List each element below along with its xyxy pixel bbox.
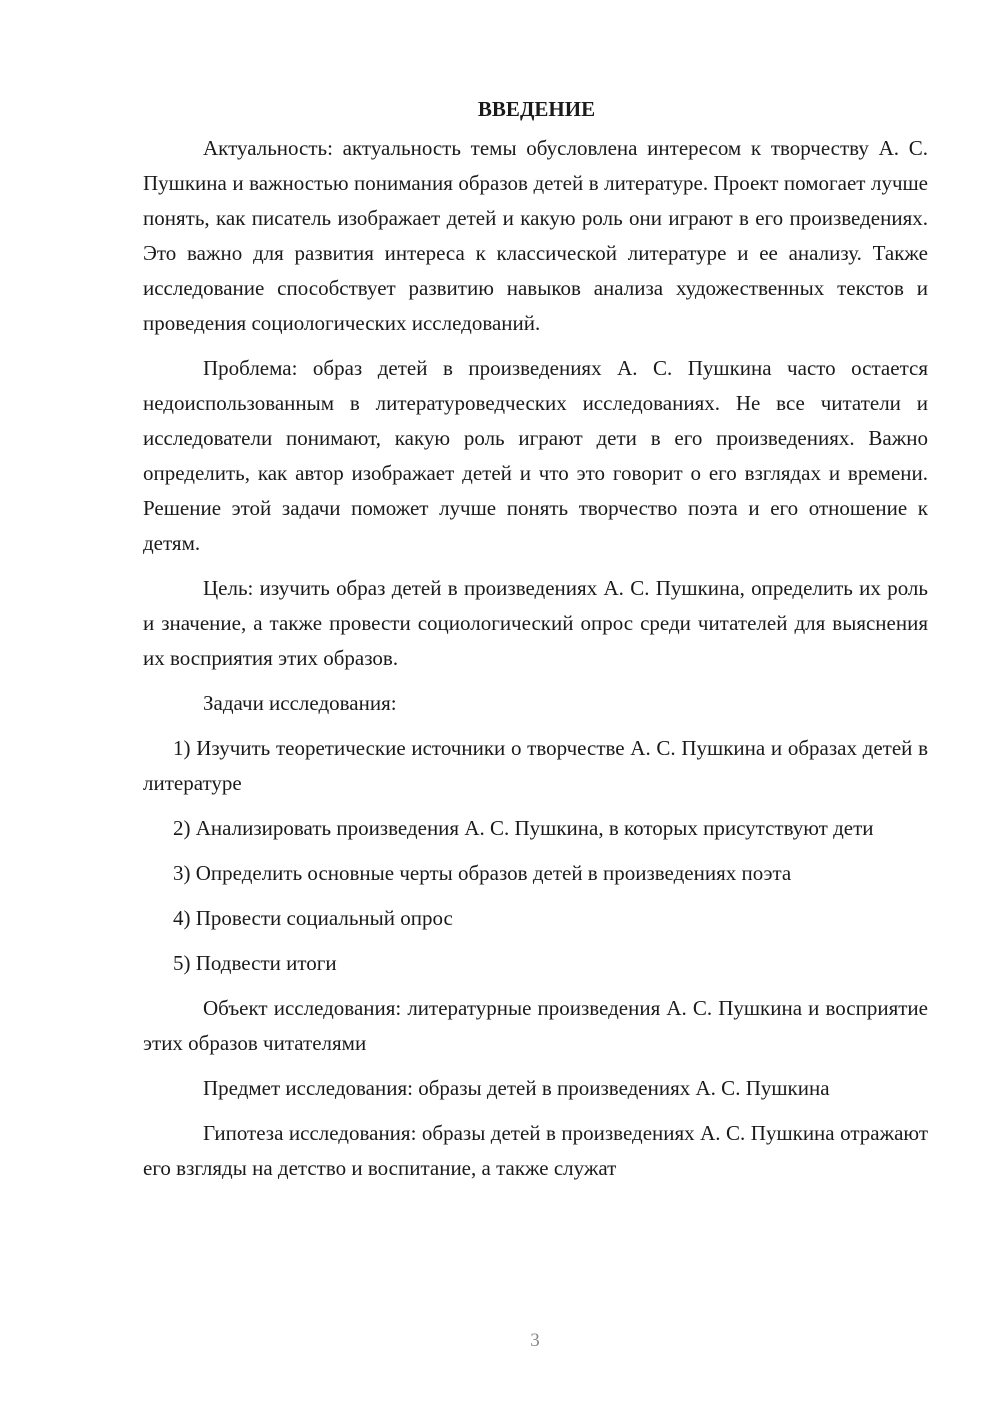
- task-item-4: 4) Провести социальный опрос: [173, 906, 453, 930]
- tasks-heading: Задачи исследования:: [203, 691, 397, 715]
- task-item-3: 3) Определить основные черты образов детей в произведениях поэта: [173, 861, 792, 885]
- document-page: [143, 92, 928, 1196]
- paragraph-goal: Цель: изучить образ детей в произведениях А. С. Пушкина, определить их роль и значение, а также провести социологический опрос среди читателей для выяснения их восприятия этих образов.: [143, 576, 928, 670]
- paragraph-problem: Проблема: образ детей в произведениях А. С. Пушкина часто остается недоиспользованным в литературоведческих исследованиях. Не все читатели и исследователи понимают, какую роль играют дети в его произведениях. Важно определить, как автор изображает детей и что это говорит о его взглядах и времени. Решение этой задачи поможет лучше понять творчество поэта и его отношение к детям.: [143, 356, 928, 555]
- paragraph-relevance: Актуальность: актуальность темы обусловлена интересом к творчеству А. С. Пушкина и важностью понимания образов детей в литературе. Проект помогает лучше понять, как писатель изображает детей и какую роль они играют в его произведениях. Это важно для развития интереса к классической литературе и ее анализу. Также исследование способствует развитию навыков анализа художественных текстов и проведения социологических исследований.: [143, 136, 928, 335]
- task-item-2: 2) Анализировать произведения А. С. Пушкина, в которых присутствуют дети: [173, 816, 874, 840]
- paragraph-subject: Предмет исследования: образы детей в произведениях А. С. Пушкина: [203, 1076, 830, 1100]
- task-item-5: 5) Подвести итоги: [173, 951, 337, 975]
- page-number: 3: [530, 1330, 540, 1351]
- task-item-1: 1) Изучить теоретические источники о творчестве А. С. Пушкина и образах детей в литературе: [143, 736, 928, 795]
- section-title: ВВЕДЕНИЕ: [477, 97, 596, 121]
- paragraph-object: Объект исследования: литературные произведения А. С. Пушкина и восприятие этих образов читателями: [143, 996, 928, 1055]
- paragraph-hypothesis: Гипотеза исследования: образы детей в произведениях А. С. Пушкина отражают его взгляды на детство и воспитание, а также служат: [143, 1121, 928, 1180]
